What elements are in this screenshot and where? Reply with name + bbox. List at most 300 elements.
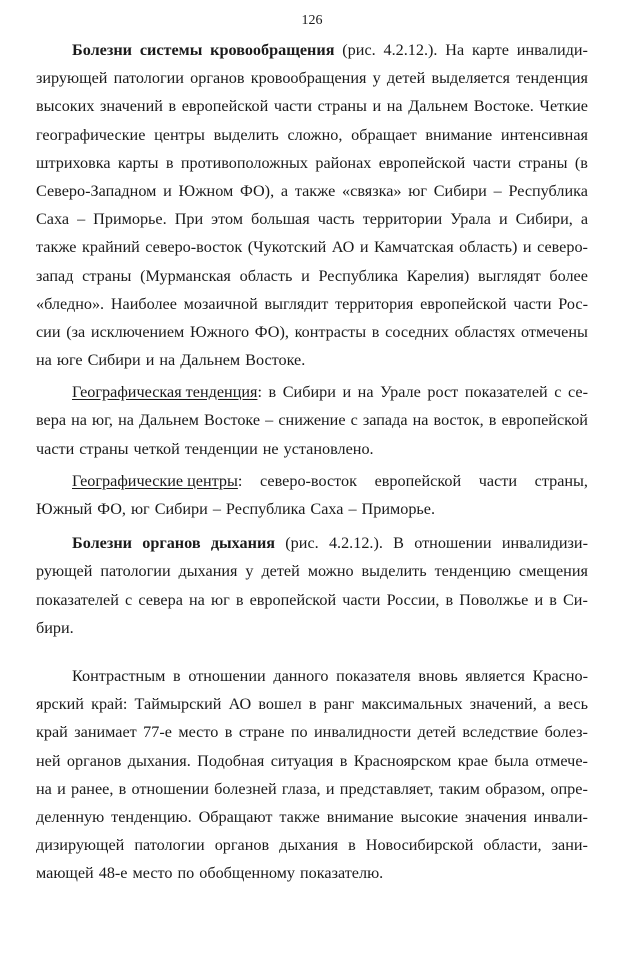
word: и — [372, 97, 382, 116]
geographic-centers-paragraph-1 — [36, 467, 588, 523]
word: отмечены — [521, 322, 588, 341]
word: Дальнем — [180, 351, 241, 370]
word: крайний — [81, 238, 140, 257]
word: (Чукотский — [247, 238, 327, 257]
respiratory-paragraph — [36, 529, 588, 642]
word: Востоке. — [473, 97, 534, 116]
text-line — [36, 859, 588, 887]
word: Республика — [318, 266, 398, 285]
text-line — [36, 718, 588, 746]
word: – — [77, 210, 86, 229]
word: внимание — [425, 125, 493, 144]
word: АО — [228, 695, 252, 714]
word: 4.2.12.). — [383, 41, 438, 59]
word: кровообращения — [250, 69, 367, 88]
word: се- — [568, 383, 588, 402]
word: представляет, — [339, 779, 434, 798]
word: Урале — [380, 383, 421, 402]
bold-word: Болезни — [72, 41, 133, 59]
word: показателю. — [300, 864, 384, 883]
word: является — [465, 666, 525, 685]
word: четкой — [133, 439, 180, 458]
word: с — [125, 590, 133, 609]
word: патологии — [134, 836, 205, 855]
text-line — [36, 121, 588, 149]
word: бири. — [36, 618, 74, 637]
word: инвалидности — [314, 723, 412, 742]
word: патологии — [113, 69, 184, 88]
word: а — [580, 210, 588, 229]
word: Сибири — [87, 351, 141, 370]
word: страны — [317, 97, 367, 116]
word: контрасты — [294, 322, 367, 341]
word: Сибири, — [515, 210, 573, 229]
word: этом — [211, 210, 243, 229]
word: ФО), — [254, 322, 289, 341]
word: детей — [417, 723, 456, 742]
word: юге — [56, 351, 83, 370]
word: севера — [138, 590, 183, 609]
word: европейской — [420, 294, 507, 313]
text-line — [36, 149, 588, 177]
word: тенденцию — [434, 562, 511, 581]
word: смещения — [518, 562, 588, 581]
word: показателя — [336, 666, 411, 685]
word: также — [294, 181, 336, 200]
word: части — [513, 294, 552, 313]
bold-word: Болезни — [72, 534, 133, 553]
word: Южного — [189, 322, 250, 341]
word: части — [478, 471, 518, 490]
text-line — [36, 177, 588, 205]
text-line — [36, 831, 588, 859]
word: дыхания — [178, 562, 238, 581]
word: ярский — [36, 695, 84, 714]
text-line — [36, 803, 588, 831]
text-line — [36, 290, 588, 318]
word: исключением — [90, 322, 185, 341]
word: (рис. — [285, 534, 319, 553]
word: ФО), — [240, 181, 275, 200]
word: Красно- — [532, 666, 588, 685]
word: также — [36, 238, 77, 257]
bold-word: кровообращения — [210, 41, 335, 59]
word: стране — [238, 723, 285, 742]
word: вновь — [418, 666, 458, 685]
text-line — [36, 36, 588, 64]
word: тенденция — [516, 69, 588, 88]
word: На — [445, 41, 465, 59]
word: в — [339, 751, 348, 770]
word: Урала — [450, 210, 491, 229]
word: юг, — [92, 411, 113, 430]
word: Обращают — [198, 807, 273, 826]
word: (в — [574, 153, 588, 172]
bold-word: органов — [142, 534, 201, 553]
word: европейской — [378, 153, 466, 172]
word: выделяется — [431, 69, 511, 88]
word: части — [273, 97, 313, 116]
word: а — [543, 695, 552, 714]
text-line — [36, 406, 588, 434]
word: внимание — [326, 807, 394, 826]
word: сии — [36, 322, 61, 341]
word: (за — [66, 322, 86, 341]
word: европейской — [374, 471, 462, 490]
word: в — [224, 723, 233, 742]
word: на — [189, 590, 205, 609]
krasnoyarsk-paragraph — [36, 662, 588, 888]
word: В — [393, 534, 404, 553]
word: и — [522, 238, 532, 257]
word: инвалидизи- — [501, 534, 588, 553]
geographic-trend-paragraph-1 — [36, 378, 588, 463]
text-line — [36, 662, 588, 690]
text-line — [36, 318, 588, 346]
word: была — [494, 751, 529, 770]
word: органов — [66, 751, 122, 770]
word: запад — [36, 266, 74, 285]
word: также — [279, 807, 320, 826]
word: области, — [483, 836, 542, 855]
text-line — [36, 586, 588, 614]
word: 48-е — [98, 864, 128, 883]
word: органов — [190, 69, 245, 88]
text-line — [36, 690, 588, 718]
word: части — [36, 439, 75, 458]
word: патологии — [100, 562, 171, 581]
word: в — [173, 666, 181, 685]
word: выглядит — [264, 294, 329, 313]
word: отношении — [131, 779, 209, 798]
word: (рис. — [342, 41, 376, 59]
word: область — [239, 266, 293, 285]
word: болез- — [544, 723, 588, 742]
text-line — [36, 529, 588, 557]
word: в — [348, 836, 356, 855]
word: рующей — [36, 562, 93, 581]
word: с — [554, 383, 562, 402]
word: место — [132, 864, 173, 883]
word: рост — [427, 383, 459, 402]
word: «связка» — [342, 181, 402, 200]
word: отмече- — [535, 751, 588, 770]
word: Наиболее — [110, 294, 177, 313]
word: Южном — [178, 181, 234, 200]
word: 4.2.12.). — [328, 534, 383, 553]
word: страны — [518, 153, 568, 172]
word: России, — [386, 590, 440, 609]
word: с — [350, 411, 358, 430]
word: в — [165, 153, 174, 172]
word: край — [36, 723, 68, 742]
word: на — [357, 383, 374, 402]
word: у — [372, 69, 381, 88]
word: северо-восток — [260, 471, 357, 490]
word: данного — [273, 666, 329, 685]
word: страны — [79, 439, 129, 458]
word: в — [268, 383, 277, 402]
word: обобщенному — [199, 864, 296, 883]
word: (Мурманская — [140, 266, 231, 285]
word: край: — [91, 695, 128, 714]
word: территория — [335, 294, 414, 313]
word: страны — [82, 266, 132, 285]
text-line — [36, 747, 588, 775]
text-line — [36, 92, 588, 120]
word: инвалиди- — [516, 41, 588, 59]
text-line — [36, 557, 588, 585]
word: в — [488, 411, 497, 430]
word: на — [36, 779, 52, 798]
word: показателей — [36, 590, 119, 609]
paragraph-gap — [36, 642, 588, 662]
word: мозаичной — [183, 294, 258, 313]
word: выделить — [213, 125, 279, 144]
text-line — [36, 262, 588, 290]
word: страны, — [534, 471, 588, 490]
word: Саха — [310, 500, 344, 518]
bold-word: дыхания — [210, 534, 276, 553]
word: Новосибирской — [365, 836, 474, 855]
word: 77-е — [143, 723, 172, 742]
word: юг — [408, 181, 427, 200]
text-line — [36, 346, 588, 374]
word: в — [168, 97, 177, 116]
word: и — [534, 590, 544, 609]
text-line — [36, 233, 588, 261]
word: занимает — [74, 723, 137, 742]
word: Дальнем — [139, 411, 199, 430]
word: выделить — [361, 562, 427, 581]
word: ранг — [323, 695, 355, 714]
text-line — [36, 378, 588, 406]
word: деленную — [36, 807, 105, 826]
word: вошел — [258, 695, 302, 714]
word: на — [118, 411, 134, 430]
word: запада — [362, 411, 408, 430]
word: инвали- — [533, 807, 588, 826]
word: Красноярском — [353, 751, 452, 770]
word: части — [342, 590, 381, 609]
word: районах — [315, 153, 372, 172]
word: Республика — [225, 500, 306, 518]
word: детей — [386, 69, 426, 88]
word: европейской — [501, 411, 588, 430]
word: мающей — [36, 864, 94, 883]
word: – — [265, 411, 274, 430]
word: тенденцию. — [111, 807, 192, 826]
word: таким — [438, 779, 480, 798]
word: соседних — [385, 322, 449, 341]
word: – — [348, 500, 357, 518]
word: на — [36, 351, 52, 370]
term-with-colon — [72, 378, 262, 406]
word: – — [493, 181, 502, 200]
word: тенденции — [184, 439, 258, 458]
word: Сибири — [154, 500, 208, 518]
word: болезней — [214, 779, 277, 798]
word: зирующей — [36, 69, 108, 88]
word: в — [549, 590, 557, 609]
text-line — [36, 775, 588, 803]
word: Южный — [36, 500, 93, 518]
word: Республика — [508, 181, 588, 200]
colon: : — [257, 383, 262, 402]
word: значений, — [469, 695, 537, 714]
word: и — [498, 210, 508, 229]
word: значения — [465, 807, 527, 826]
word: восток, — [433, 411, 484, 430]
word: Саха — [36, 210, 70, 229]
word: и — [57, 779, 66, 798]
word: Четкие — [539, 97, 588, 116]
word: Востоке. — [245, 351, 306, 370]
word: карты — [117, 153, 159, 172]
word: юг — [210, 590, 230, 609]
word: Сибири — [433, 181, 487, 200]
word: территории — [362, 210, 443, 229]
word: географические — [36, 125, 146, 144]
word: дыхания. — [127, 751, 191, 770]
word: и — [301, 266, 310, 285]
word: Карелия) — [406, 266, 470, 285]
word: зани- — [551, 836, 588, 855]
word: дизирующей — [36, 836, 125, 855]
word: Таймырский — [134, 695, 222, 714]
word: опре- — [550, 779, 588, 798]
word: детей — [261, 562, 300, 581]
word: в — [371, 322, 380, 341]
word: в — [308, 695, 317, 714]
word: Контрастным — [72, 666, 166, 685]
word: и — [325, 779, 335, 798]
word: – — [212, 500, 221, 518]
word: по — [177, 864, 195, 883]
word: юг — [130, 500, 150, 518]
word: и — [163, 181, 172, 200]
word: Поволжье — [459, 590, 529, 609]
word: вследствие — [462, 723, 539, 742]
word: АО — [331, 238, 355, 257]
word: дыхания — [279, 836, 339, 855]
word: более — [549, 266, 588, 285]
text-line — [36, 614, 588, 642]
word: установлено. — [283, 439, 374, 458]
word: Востоке — [204, 411, 261, 430]
word: часть — [317, 210, 355, 229]
word: северо-восток — [145, 238, 243, 257]
word: областях — [454, 322, 516, 341]
word: органов — [214, 836, 270, 855]
word: части — [472, 153, 511, 172]
word: отношении — [414, 534, 492, 553]
word: При — [174, 210, 204, 229]
word: ситуация — [270, 751, 334, 770]
word: ФО, — [97, 500, 126, 518]
word: в — [445, 590, 454, 609]
word: место — [178, 723, 219, 742]
word: и — [342, 383, 352, 402]
word: центры — [154, 125, 205, 144]
word: не — [262, 439, 279, 458]
word: показателей — [464, 383, 548, 402]
word: Подобная — [197, 751, 265, 770]
underlined-term: Географическая тенденция — [72, 383, 258, 402]
word: ней — [36, 751, 61, 770]
word: отношении — [188, 666, 266, 685]
word: Приморье. — [361, 500, 436, 518]
word: в — [235, 590, 244, 609]
text-line — [36, 467, 588, 495]
word: значений — [100, 97, 163, 116]
word: европейской — [249, 590, 337, 609]
word: а — [280, 181, 289, 200]
word: Рос- — [558, 294, 588, 313]
word: Дальнем — [408, 97, 469, 116]
text-line — [36, 435, 588, 463]
word: образом, — [485, 779, 546, 798]
word: высокие — [400, 807, 459, 826]
word: ранее, — [71, 779, 114, 798]
word: у — [245, 562, 254, 581]
word: штриховка — [36, 153, 111, 172]
word: можно — [307, 562, 354, 581]
word: снижение — [278, 411, 346, 430]
word: Северо-Западном — [36, 181, 157, 200]
word: весь — [558, 695, 588, 714]
text-line — [36, 64, 588, 92]
word: карте — [472, 41, 509, 59]
word: большая — [251, 210, 310, 229]
word: выглядят — [478, 266, 541, 285]
word: европейской — [181, 97, 269, 116]
circulatory-paragraph — [36, 36, 588, 374]
term-with-colon — [72, 467, 242, 495]
colon: : — [237, 471, 243, 490]
word: область) — [459, 238, 518, 257]
word: и — [145, 351, 155, 370]
word: Приморье. — [93, 210, 167, 229]
text-line — [36, 495, 588, 523]
word: Сибири — [282, 383, 336, 402]
document-body — [36, 36, 588, 887]
word: максимальных — [361, 695, 463, 714]
word: противоположных — [180, 153, 309, 172]
word: интенсивная — [500, 125, 588, 144]
word: глаза, — [281, 779, 321, 798]
word: на — [386, 97, 403, 116]
word: Си- — [562, 590, 588, 609]
word: вера — [36, 411, 67, 430]
word: Камчатская — [374, 238, 454, 257]
word: в — [118, 779, 127, 798]
word: высоких — [36, 97, 95, 116]
word: и — [359, 238, 369, 257]
page-number: 126 — [301, 13, 323, 28]
underlined-term: Географические центры — [72, 471, 238, 490]
word: сложно, — [287, 125, 343, 144]
word: на — [412, 411, 429, 430]
word: на — [159, 351, 176, 370]
word: «бледно». — [36, 294, 105, 313]
word: по — [290, 723, 308, 742]
word: на — [71, 411, 87, 430]
text-line — [36, 205, 588, 233]
word: северо- — [537, 238, 588, 257]
word: обращает — [351, 125, 417, 144]
bold-word: системы — [139, 41, 203, 59]
